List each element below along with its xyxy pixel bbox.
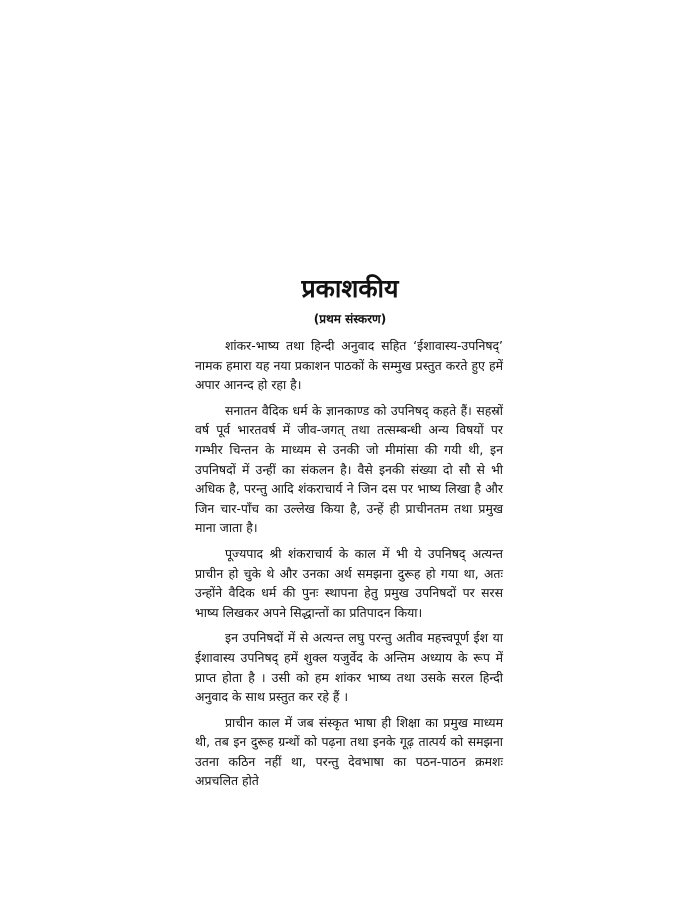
- paragraph-sanskrit-education: प्राचीन काल में जब संस्कृत भाषा ही शिक्षा का प्रमुख माध्यम थी, तब इन दुरूह ग्रन्थों को पढ़ना तथा इनके गूढ़ तात्पर्य को समझना उतना कठिन नहीं था, परन्तु देवभाषा का पठन-पाठन क्रमशः अप्रचलित होते: [195, 714, 503, 789]
- paragraph-upanishad-definition: सनातन वैदिक धर्म के ज्ञानकाण्ड को उपनिषद् कहते हैं। सहस्रों वर्ष पूर्व भारतवर्ष में जीव-जगत् तथा तत्सम्बन्धी अन्य विषयों पर गम्भीर चिन्तन के माध्यम से उनकी जो मीमांसा की गयी थी, इन उपनिषदों में उन्हीं का संकलन है। वैसे इनकी संख्या दो सौ से भी अधिक है, परन्तु आदि शंकराचार्य ने जिन दस पर भाष्य लिखा है और जिन चार-पाँच का उल्लेख किया है, उन्हें ही प्राचीनतम तथा प्रमुख माना जाता है।: [195, 402, 503, 536]
- edition-subtitle: (प्रथम संस्करण): [313, 312, 387, 326]
- body-text: [195, 336, 503, 797]
- paragraph-shankaracharya: पूज्यपाद श्री शंकराचार्य के काल में भी ये उपनिषद् अत्यन्त प्राचीन हो चुके थे और उनका अर्थ समझना दुरूह हो गया था, अतः उन्होंने वैदिक धर्म की पुनः स्थापना हेतु प्रमुख उपनिषदों पर सरस भाष्य लिखकर अपने सिद्धान्तों का प्रतिपादन किया।: [195, 545, 503, 620]
- paragraph-isha-upanishad: इन उपनिषदों में से अत्यन्त लघु परन्तु अतीव महत्त्वपूर्ण ईश या ईशावास्य उपनिषद् हमें शुक्ल यजुर्वेद के अन्तिम अध्याय के रूप में प्राप्त होता है । उसी को हम शांकर भाष्य तथा उसके सरल हिन्दी अनुवाद के साथ प्रस्तुत कर रहे हैं ।: [195, 630, 503, 705]
- page-title: प्रकाशकीय: [301, 274, 399, 303]
- paragraph-intro: शांकर-भाष्य तथा हिन्दी अनुवाद सहित ‘ईशावास्य-उपनिषद्’ नामक हमारा यह नया प्रकाशन पाठकों के सम्मुख प्रस्तुत करते हुए हमें अपार आनन्द हो रहा है।: [195, 338, 503, 393]
